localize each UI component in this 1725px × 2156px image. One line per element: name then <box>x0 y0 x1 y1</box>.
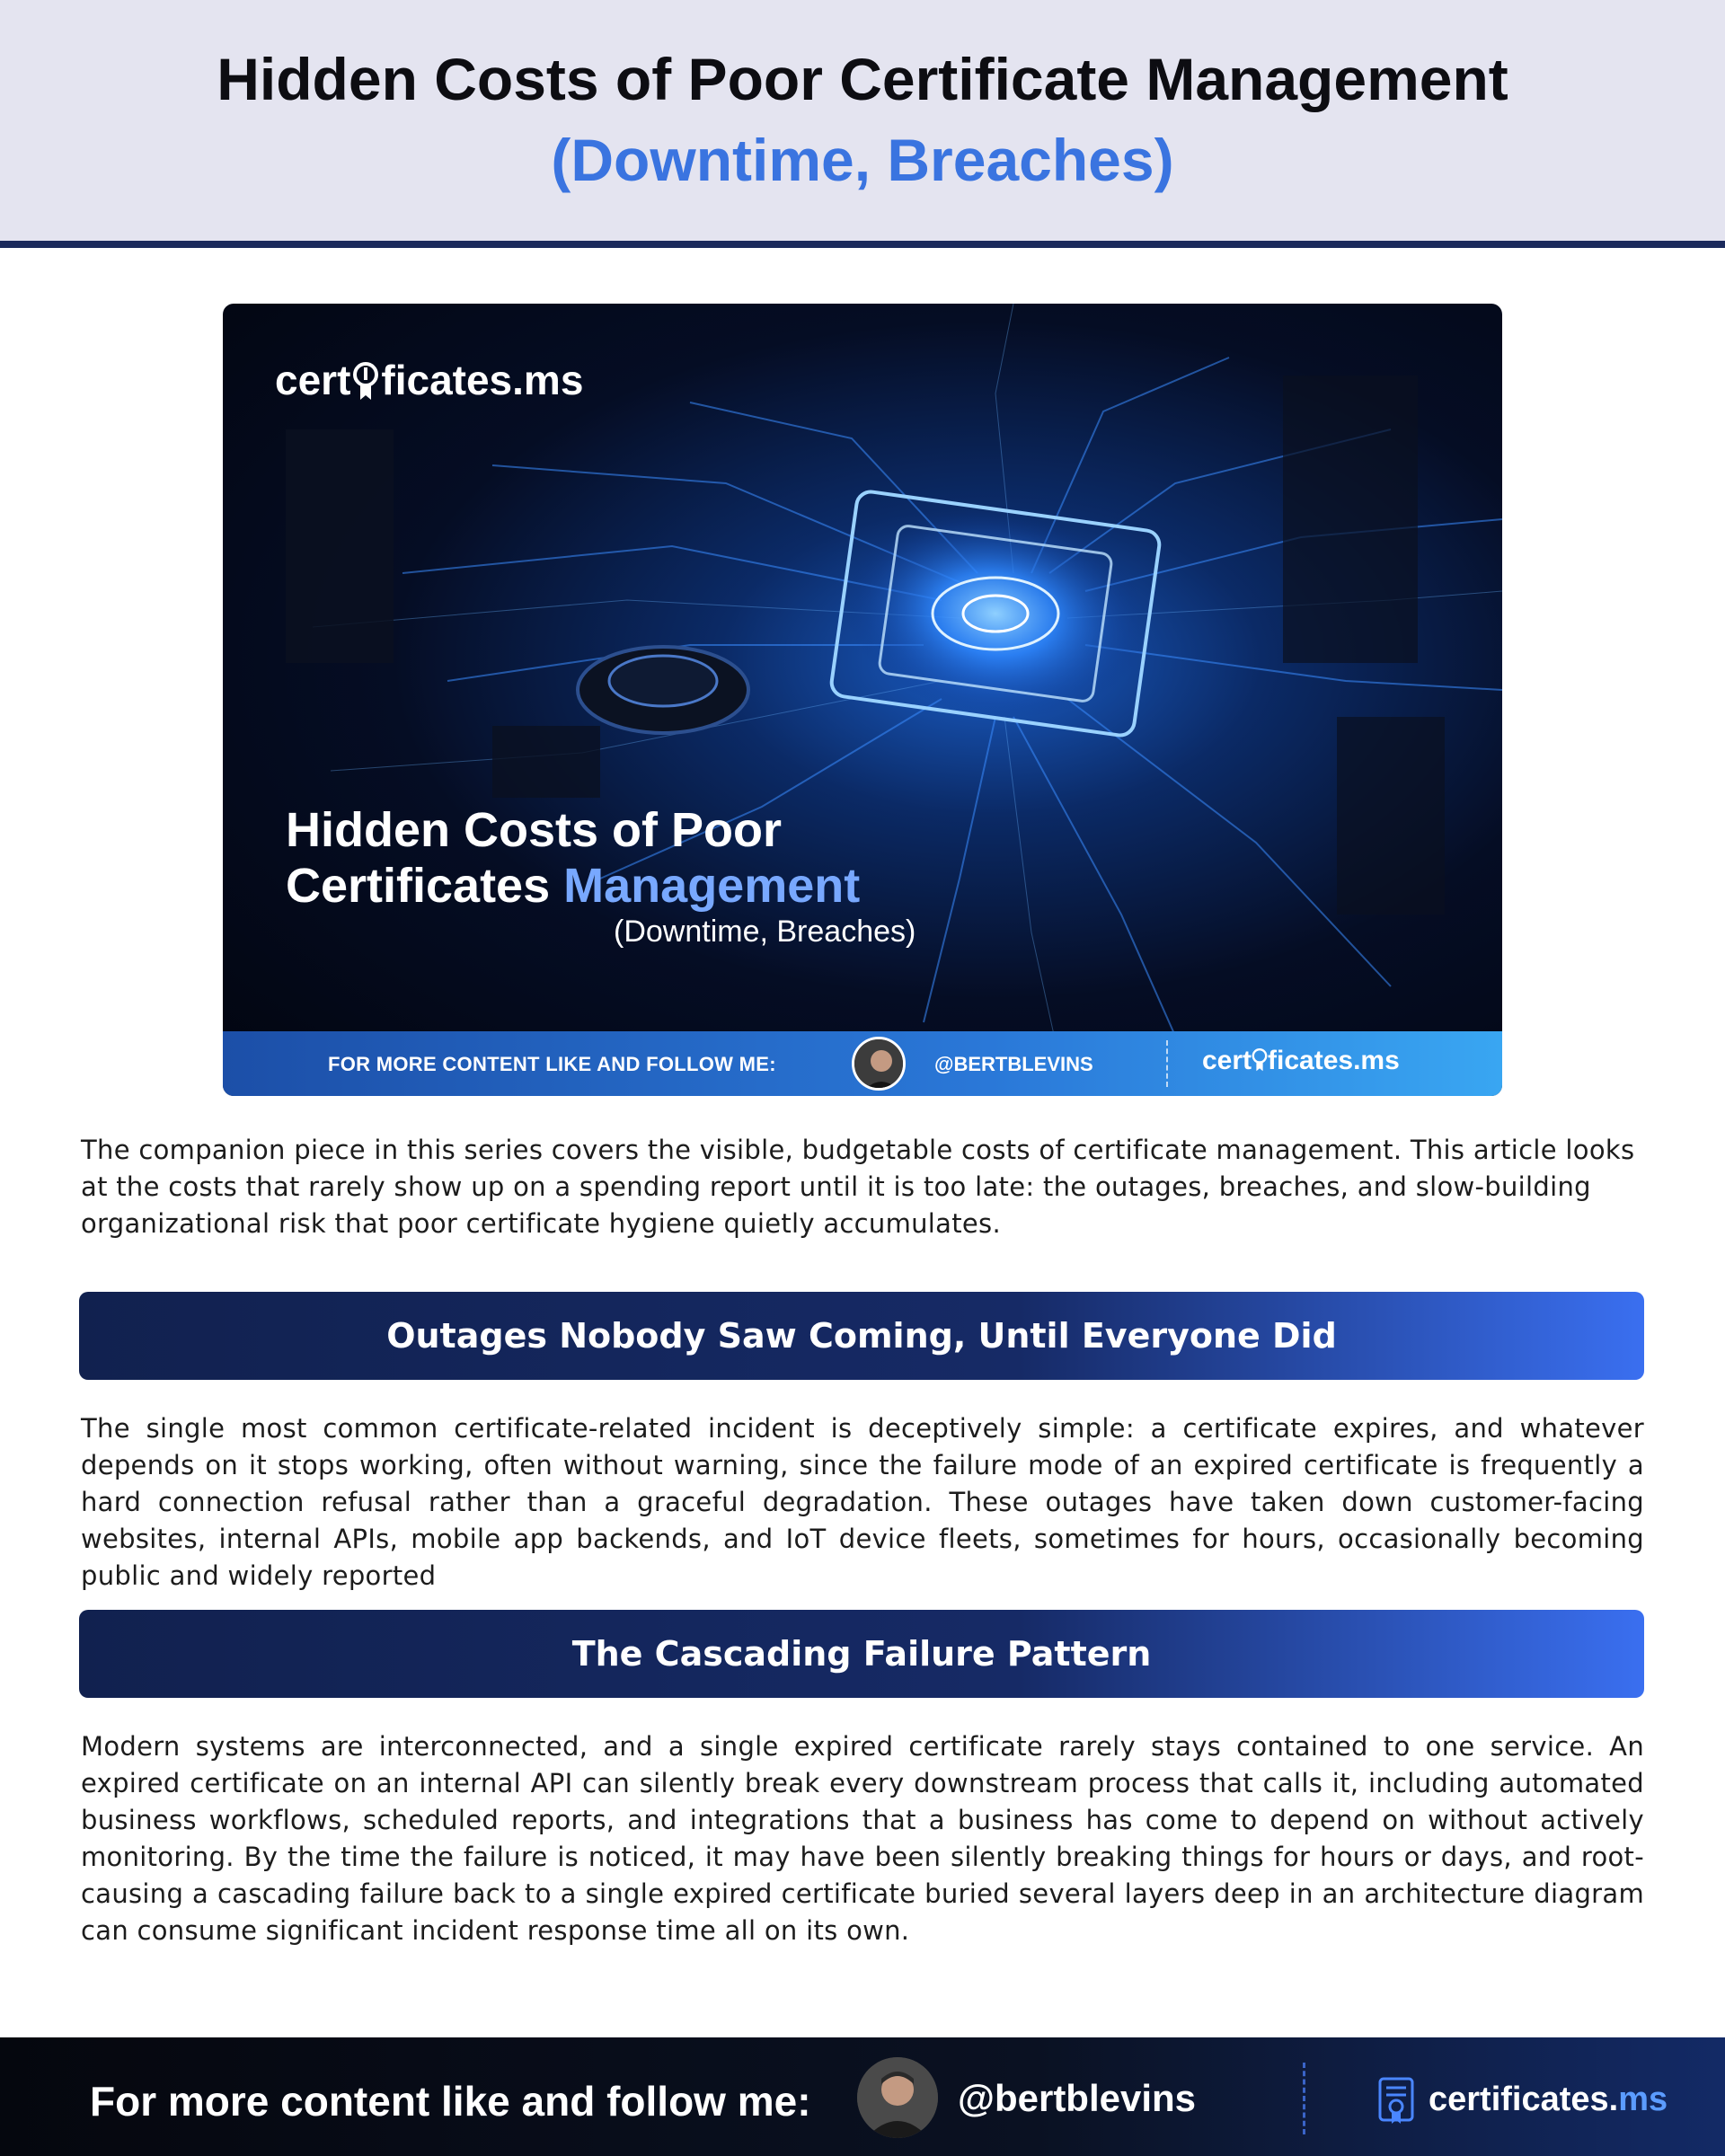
footer-brand-main: certificates. <box>1429 2081 1619 2118</box>
hero-footer-brand <box>1202 1046 1400 1076</box>
section-body-cascading: Modern systems are interconnected, and a single expired certificate rarely stays contained to one service. An expired certificate on an internal API can silently break every downstream process that calls it, including automated business workflows, scheduled reports, and integrations that a business has come to depend on without actively monitoring. By the time the failure is noticed, it may have been silently breaking things for hours or days, and root-causing a cascading failure back to a single expired certificate buried several layers deep in an architecture diagram can consume significant incident response time all on its own. <box>81 1731 1644 1946</box>
hero-logo-right: ficates.ms <box>381 357 584 403</box>
footer-brand-accent: ms <box>1618 2081 1668 2118</box>
certificate-badge-icon <box>352 358 379 402</box>
hero-title <box>286 802 860 914</box>
intro-paragraph: The companion piece in this series covers the visible, budgetable costs of certificate management. This article looks at the costs that rarely show up on a spending report until it is too late: the outages, breaches, and slow-building organizational risk that poor certificate hygiene quietly accumulates. <box>81 1135 1635 1239</box>
footer-divider <box>1303 2063 1305 2134</box>
hero-title-line2-b: Management <box>563 859 861 913</box>
section-header-outages <box>79 1292 1644 1380</box>
hero-footer-brand-right: ficates.ms <box>1268 1046 1400 1075</box>
circuit-chip-illustration <box>223 304 1502 1096</box>
hero-handle[interactable]: @BERTBLEVINS <box>934 1053 1093 1075</box>
hero-title-line1: Hidden Costs of Poor <box>286 803 782 857</box>
section-body-outages: The single most common certificate-related incident is deceptively simple: a certificate expires, and whatever depends on it stops working, often without warning, since the failure mode of an expired certificate is frequently a hard connection refusal rather than a graceful degradation. These outages have taken down customer-facing websites, internal APIs, mobile app backends, and IoT device fleets, sometimes for hours, occasionally becoming public and widely reported <box>81 1413 1644 1591</box>
footer-follow-text: For more content like and follow me: <box>90 2078 811 2125</box>
hero-logo-left: cert <box>275 357 351 403</box>
author-avatar <box>852 1037 906 1091</box>
certificate-document-icon <box>1378 2077 1414 2125</box>
hero-banner <box>223 304 1502 1096</box>
page-title: Hidden Costs of Poor Certificate Management <box>217 46 1508 112</box>
author-avatar <box>857 2057 938 2138</box>
hero-follow-divider <box>1166 1040 1168 1087</box>
footer-brand[interactable] <box>1429 2081 1668 2119</box>
hero-subtitle: (Downtime, Breaches) <box>614 915 916 949</box>
hero-logo <box>275 356 583 404</box>
header-divider <box>0 241 1725 248</box>
page-subtitle: (Downtime, Breaches) <box>551 127 1174 193</box>
certificate-badge-icon <box>1252 1046 1268 1073</box>
section-title: Outages Nobody Saw Coming, Until Everyone Did <box>386 1316 1337 1356</box>
page-header <box>0 0 1725 241</box>
hero-title-line2 <box>286 858 860 914</box>
hero-title-line2-a: Certificates <box>286 859 551 913</box>
hero-follow-bar <box>223 1031 1502 1096</box>
section-title: The Cascading Failure Pattern <box>571 1634 1152 1674</box>
hero-follow-text: FOR MORE CONTENT LIKE AND FOLLOW ME: <box>328 1053 776 1075</box>
footer-handle[interactable]: @bertblevins <box>958 2077 1197 2119</box>
page-footer <box>0 2037 1725 2156</box>
hero-footer-brand-left: cert <box>1202 1046 1252 1075</box>
section-header-cascading <box>79 1610 1644 1698</box>
